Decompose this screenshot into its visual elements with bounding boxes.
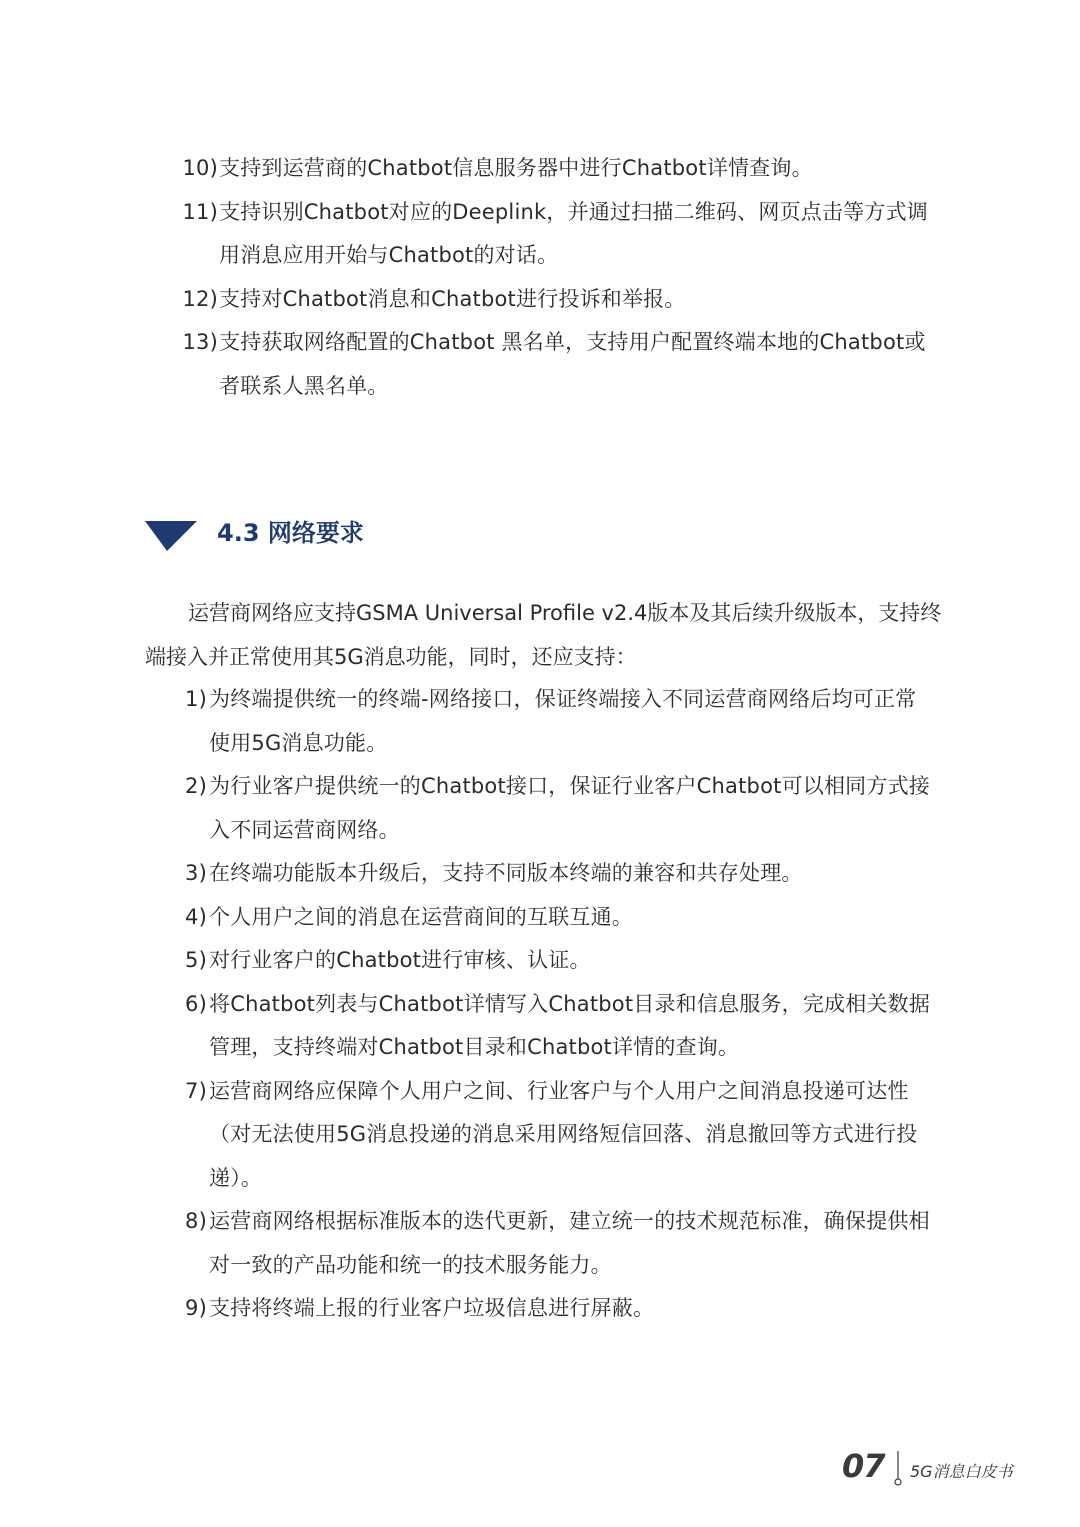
list-item-number: 13) [182, 330, 218, 354]
list-item-number: 7) [185, 1078, 207, 1103]
page-footer [842, 1449, 1032, 1489]
list-item [0, 278, 1080, 322]
list-item-text: 管理，支持终端对Chatbot目录和Chatbot详情的查询。 [209, 1035, 740, 1059]
list-item-text: 支持到运营商的Chatbot信息服务器中进行Chatbot详情查询。 [219, 156, 813, 180]
triangle-marker-icon [145, 519, 197, 551]
list-item-text: 运营商网络应保障个人用户之间、行业客户与个人用户之间消息投递可达性 [209, 1078, 909, 1103]
list-item-text: 在终端功能版本升级后，支持不同版本终端的兼容和共存处理。 [209, 861, 803, 885]
list-item-number: 6) [185, 991, 207, 1016]
intro-line: 运营商网络应支持GSMA Universal Profile v2.4版本及其后续升级版本，支持终 [188, 601, 942, 625]
list-item-text: 支持对Chatbot消息和Chatbot进行投诉和举报。 [219, 286, 686, 311]
list-item [0, 765, 1080, 852]
list-item [0, 896, 1080, 940]
list-item-number: 4) [185, 904, 207, 929]
list-item-text: 为行业客户提供统一的Chatbot接口，保证行业客户Chatbot可以相同方式接 [209, 774, 930, 798]
list-item-text: 入不同运营商网络。 [209, 817, 400, 842]
list-item [0, 191, 1080, 278]
list-item-number: 9) [185, 1296, 207, 1320]
list-item [0, 321, 1080, 408]
list-item-number: 8) [185, 1209, 207, 1233]
section-heading [145, 515, 745, 555]
list-item-text: 支持识别Chatbot对应的Deeplink，并通过扫描二维码、网页点击等方式调 [219, 199, 928, 224]
list-item-number: 3) [185, 861, 207, 885]
page-number: 07 [842, 1447, 885, 1485]
list-item-text: 将Chatbot列表与Chatbot详情写入Chatbot目录和信息服务，完成相关数据 [209, 991, 931, 1016]
list-item-text: 递）。 [209, 1165, 263, 1190]
list-item [0, 852, 1080, 896]
intro-line: 端接入并正常使用其5G消息功能，同时，还应支持： [145, 644, 637, 669]
footer-divider-icon [892, 1451, 906, 1487]
section-intro-paragraph [145, 592, 941, 679]
list-item-number: 5) [185, 948, 207, 972]
list-item [0, 1200, 1080, 1287]
list-item-text: 使用5G消息功能。 [209, 730, 388, 755]
list-item-text: 对一致的产品功能和统一的技术服务能力。 [209, 1252, 612, 1277]
list-item-text: 支持获取网络配置的Chatbot 黑名单，支持用户配置终端本地的Chatbot或 [219, 330, 926, 354]
list-item [0, 678, 1080, 765]
list-item [0, 983, 1080, 1070]
document-title: 5G消息白皮书 [910, 1462, 1013, 1481]
list-item-text: 个人用户之间的消息在运营商间的互联互通。 [209, 904, 633, 929]
list-item [0, 939, 1080, 983]
list-item-text: 用消息应用开始与Chatbot的对话。 [219, 243, 559, 267]
list-item [0, 1070, 1080, 1201]
list-item-text: 者联系人黑名单。 [219, 373, 389, 398]
list-item [0, 1287, 1080, 1331]
list-item-number: 10) [182, 156, 218, 180]
list-item [0, 147, 1080, 191]
list-item-number: 11) [182, 199, 218, 224]
list-item-number: 12) [182, 286, 218, 311]
list-item-text: 运营商网络根据标准版本的迭代更新，建立统一的技术规范标准，确保提供相 [209, 1209, 930, 1233]
list-item-text: 为终端提供统一的终端-网络接口，保证终端接入不同运营商网络后均可正常 [209, 687, 917, 711]
list-item-text: 支持将终端上报的行业客户垃圾信息进行屏蔽。 [209, 1296, 655, 1320]
list-item-text: （对无法使用5G消息投递的消息采用网络短信回落、消息撤回等方式进行投 [209, 1122, 918, 1146]
list-item-text: 对行业客户的Chatbot进行审核、认证。 [209, 948, 591, 972]
section-title: 4.3 网络要求 [217, 519, 364, 547]
list-item-number: 2) [185, 774, 207, 798]
list-item-number: 1) [185, 687, 207, 711]
